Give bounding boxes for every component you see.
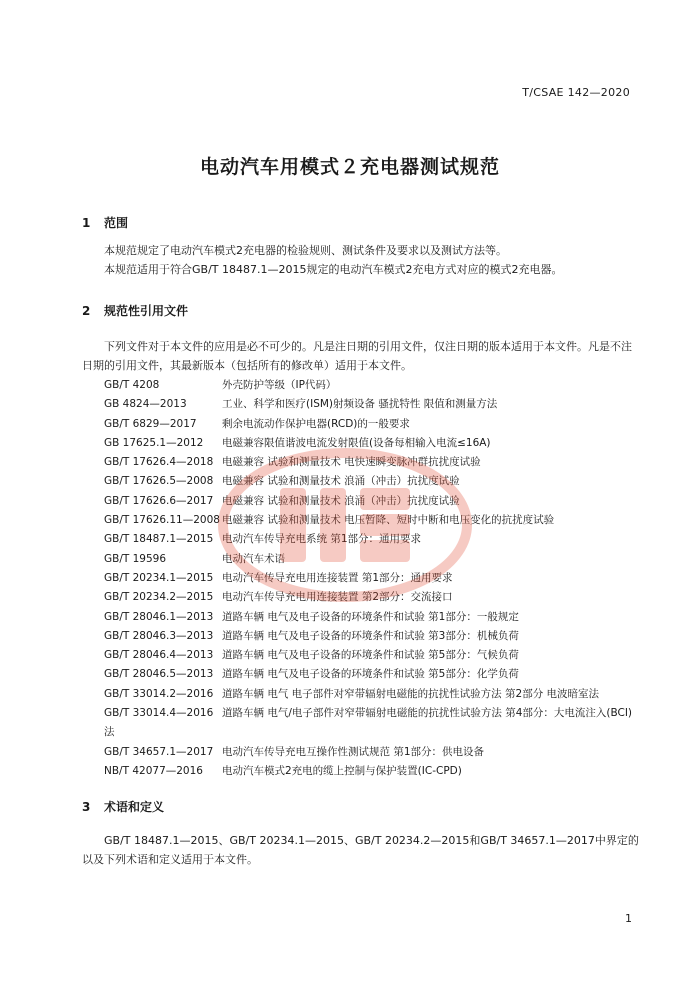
reference-title: 电磁兼容限值谐波电流发射限值(设备每相输入电流≤16A) — [222, 436, 491, 449]
reference-code: GB/T 17626.6—2017 — [104, 494, 214, 507]
reference-code: GB/T 19596 — [104, 552, 167, 565]
reference-code: GB/T 4208 — [104, 379, 160, 391]
reference-code: GB/T 28046.4—2013 — [104, 649, 214, 662]
reference-code: GB/T 34657.1—2017 — [104, 745, 214, 758]
reference-title: 电动汽车传导充电用连接装置 第1部分：通用要求 — [222, 571, 453, 584]
section-heading-normative-references — [82, 302, 188, 319]
reference-item — [82, 588, 642, 607]
section-number: 2 — [82, 304, 91, 318]
reference-title: 道路车辆 电气及电子设备的环境条件和试验 第5部分：气候负荷 — [222, 649, 519, 662]
page-number: 1 — [625, 912, 632, 925]
reference-code: GB/T 28046.1—2013 — [104, 610, 214, 623]
reference-title: 电动汽车传导充电用连接装置 第2部分：交流接口 — [222, 591, 453, 604]
reference-code: GB/T 33014.4—2016 — [104, 707, 214, 720]
reference-title: 电动汽车传导充电系统 第1部分：通用要求 — [222, 533, 422, 546]
reference-item — [82, 395, 642, 414]
section-heading-terms — [82, 798, 164, 815]
references-intro — [82, 338, 642, 375]
reference-code: GB/T 17626.11—2008 — [104, 514, 220, 527]
reference-title: 道路车辆 电气/电子部件对窄带辐射电磁能的抗扰性试验方法 第4部分：大电流注入(BCI)法 — [104, 707, 633, 739]
reference-item — [82, 453, 642, 472]
reference-code: GB 17625.1—2012 — [104, 436, 204, 449]
reference-item — [82, 646, 642, 665]
reference-item — [82, 608, 642, 627]
reference-title: 工业、科学和医疗(ISM)射频设备 骚扰特性 限值和测量方法 — [222, 398, 498, 411]
reference-code: GB/T 28046.3—2013 — [104, 629, 214, 642]
reference-title: 电磁兼容 试验和测量技术 浪涌（冲击）抗扰度试验 — [222, 494, 460, 507]
reference-item — [82, 511, 642, 530]
reference-item — [82, 569, 642, 588]
section-title: 规范性引用文件 — [104, 304, 189, 318]
reference-code: GB/T 18487.1—2015 — [104, 533, 214, 546]
reference-item — [82, 492, 642, 511]
section-title: 范围 — [104, 216, 129, 230]
reference-code: GB/T 33014.2—2016 — [104, 687, 214, 700]
section-number: 3 — [82, 800, 91, 814]
reference-title: 电磁兼容 试验和测量技术 电快速瞬变脉冲群抗扰度试验 — [222, 456, 481, 469]
section-heading-scope — [82, 214, 128, 231]
reference-code: GB/T 20234.2—2015 — [104, 591, 214, 604]
reference-title: 电动汽车传导充电互操作性测试规范 第1部分：供电设备 — [222, 745, 485, 758]
standard-code: T/CSAE 142—2020 — [522, 86, 630, 99]
reference-title: 道路车辆 电气 电子部件对窄带辐射电磁能的抗扰性试验方法 第2部分 电波暗室法 — [222, 687, 600, 700]
reference-title: 外壳防护等级（IP代码） — [222, 379, 337, 391]
reference-title: 电动汽车术语 — [222, 552, 285, 565]
paragraph: 本规范适用于符合GB/T 18487.1—2015规定的电动汽车模式2充电方式对应的模式2充电器。 — [104, 262, 563, 276]
section-number: 1 — [82, 216, 91, 230]
section-title: 术语和定义 — [104, 800, 165, 814]
reference-title: 道路车辆 电气及电子设备的环境条件和试验 第3部分：机械负荷 — [222, 629, 519, 642]
reference-code: NB/T 42077—2016 — [104, 764, 203, 777]
reference-item — [82, 627, 642, 646]
terms-text — [82, 832, 642, 869]
document-title: 电动汽车用模式２充电器测试规范 — [199, 156, 500, 178]
reference-item — [82, 415, 642, 434]
reference-title: 道路车辆 电气及电子设备的环境条件和试验 第1部分：一般规定 — [222, 610, 519, 623]
reference-item — [82, 685, 642, 704]
reference-item — [82, 530, 642, 549]
reference-item — [82, 665, 642, 684]
reference-code: GB/T 6829—2017 — [104, 417, 197, 430]
reference-title: 电磁兼容 试验和测量技术 电压暂降、短时中断和电压变化的抗扰度试验 — [222, 514, 555, 527]
reference-title: 道路车辆 电气及电子设备的环境条件和试验 第5部分：化学负荷 — [222, 668, 519, 681]
scope-text — [82, 242, 642, 279]
reference-title: 电磁兼容 试验和测量技术 浪涌（冲击）抗扰度试验 — [222, 475, 460, 488]
reference-code: GB 4824—2013 — [104, 398, 187, 411]
reference-code: GB/T 17626.4—2018 — [104, 456, 214, 469]
reference-item — [82, 743, 642, 762]
reference-item — [82, 376, 642, 395]
reference-item — [82, 704, 642, 743]
reference-title: 剩余电流动作保护电器(RCD)的一般要求 — [222, 417, 410, 430]
reference-item — [82, 472, 642, 491]
reference-code: GB/T 28046.5—2013 — [104, 668, 214, 681]
reference-title: 电动汽车模式2充电的缆上控制与保护装置(IC-CPD) — [222, 764, 462, 777]
reference-item — [82, 762, 642, 781]
paragraph: 本规范规定了电动汽车模式2充电器的检验规则、测试条件及要求以及测试方法等。 — [104, 244, 507, 257]
reference-list — [82, 376, 642, 781]
paragraph: 下列文件对于本文件的应用是必不可少的。凡是注日期的引用文件，仅注日期的版本适用于本文件。凡是不注日期的引用文件，其最新版本（包括所有的修改单）适用于本文件。 — [82, 340, 632, 372]
reference-code: GB/T 17626.5—2008 — [104, 475, 214, 488]
paragraph: GB/T 18487.1—2015、GB/T 20234.1—2015、GB/T 20234.2—2015和GB/T 34657.1—2017中界定的以及下列术语和定义适用于本文件。 — [82, 834, 639, 866]
reference-code: GB/T 20234.1—2015 — [104, 571, 214, 584]
reference-item — [82, 434, 642, 453]
reference-item — [82, 550, 642, 569]
